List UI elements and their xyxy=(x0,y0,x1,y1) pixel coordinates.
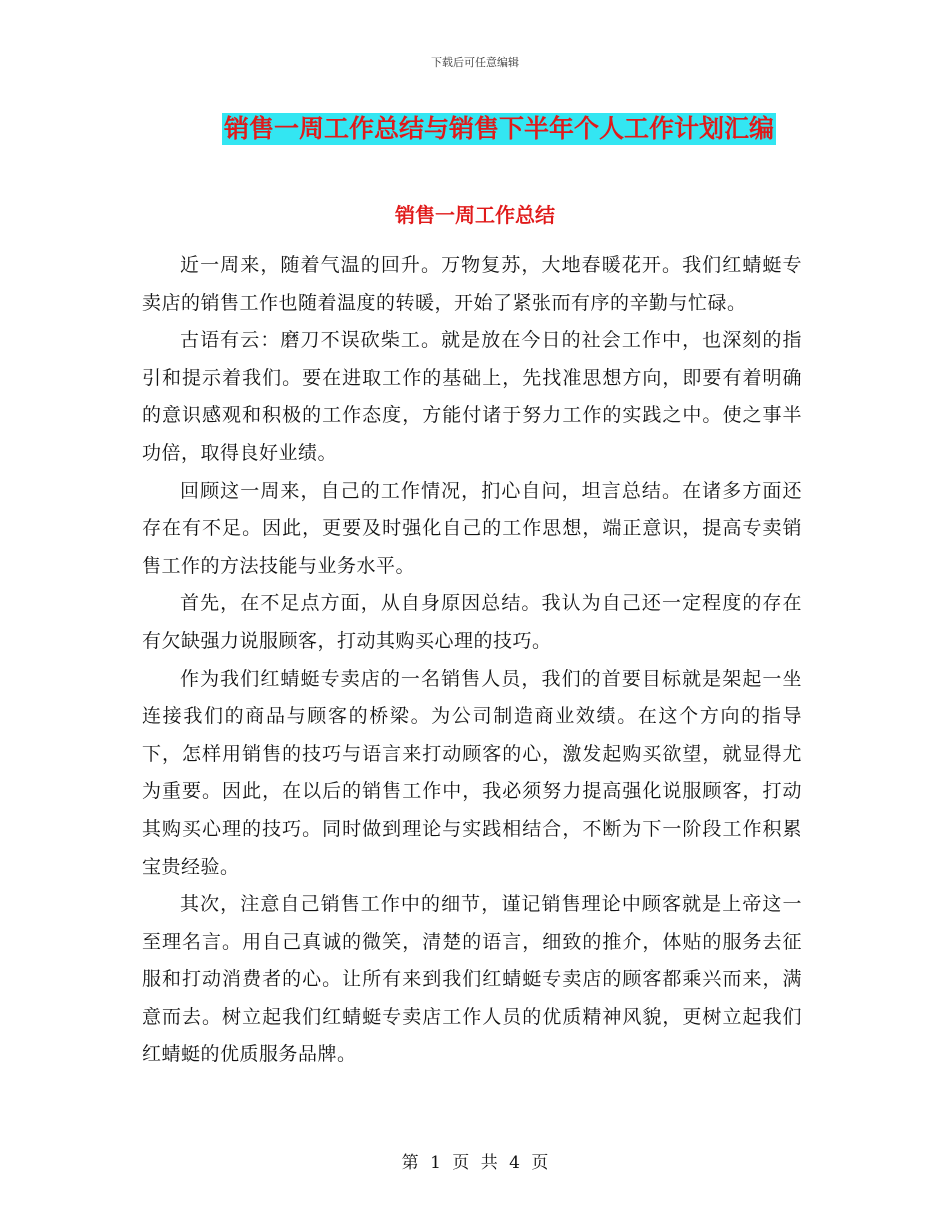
header-note: 下载后可任意编辑 xyxy=(431,56,519,69)
main-title-container xyxy=(0,113,950,145)
page-number: 第 1 页 共 4 页 xyxy=(401,1153,549,1173)
paragraph: 作为我们红蜻蜓专卖店的一名销售人员，我们的首要目标就是架起一坐连接我们的商品与顾客的桥梁。为公司制造商业效绩。在这个方向的指导下，怎样用销售的技巧与语言来打动顾客的心，激发起购买欲望，就显得尤为重要。因此，在以后的销售工作中，我必须努力提高强化说服顾客，打动其购买心理的技巧。同时做到理论与实践相结合，不断为下一阶段工作积累宝贵经验。 xyxy=(142,667,802,878)
paragraph: 首先，在不足点方面，从自身原因总结。我认为自己还一定程度的存在有欠缺强力说服顾客，打动其购买心理的技巧。 xyxy=(142,592,802,652)
main-title: 销售一周工作总结与销售下半年个人工作计划汇编 xyxy=(223,114,774,143)
section-title: 销售一周工作总结 xyxy=(395,203,555,227)
paragraph: 古语有云：磨刀不误砍柴工。就是放在今日的社会工作中，也深刻的指引和提示着我们。要在进取工作的基础上，先找准思想方向，即要有着明确的意识感观和积极的工作态度，方能付诸于努力工作的实践之中。使之事半功倍，取得良好业绩。 xyxy=(142,329,802,464)
paragraph: 近一周来，随着气温的回升。万物复苏，大地春暖花开。我们红蜻蜓专卖店的销售工作也随着温度的转暖，开始了紧张而有序的辛勤与忙碌。 xyxy=(142,254,802,314)
body-text xyxy=(142,247,802,1074)
paragraph: 回顾这一周来，自己的工作情况，扪心自问，坦言总结。在诸多方面还存在有不足。因此，更要及时强化自己的工作思想，端正意识，提高专卖销售工作的方法技能与业务水平。 xyxy=(142,479,802,577)
paragraph: 其次，注意自己销售工作中的细节，谨记销售理论中顾客就是上帝这一至理名言。用自己真诚的微笑，清楚的语言，细致的推介，体贴的服务去征服和打动消费者的心。让所有来到我们红蜻蜓专卖店的顾客都乘兴而来，满意而去。树立起我们红蜻蜓专卖店工作人员的优质精神风貌，更树立起我们红蜻蜓的优质服务品牌。 xyxy=(142,893,802,1066)
